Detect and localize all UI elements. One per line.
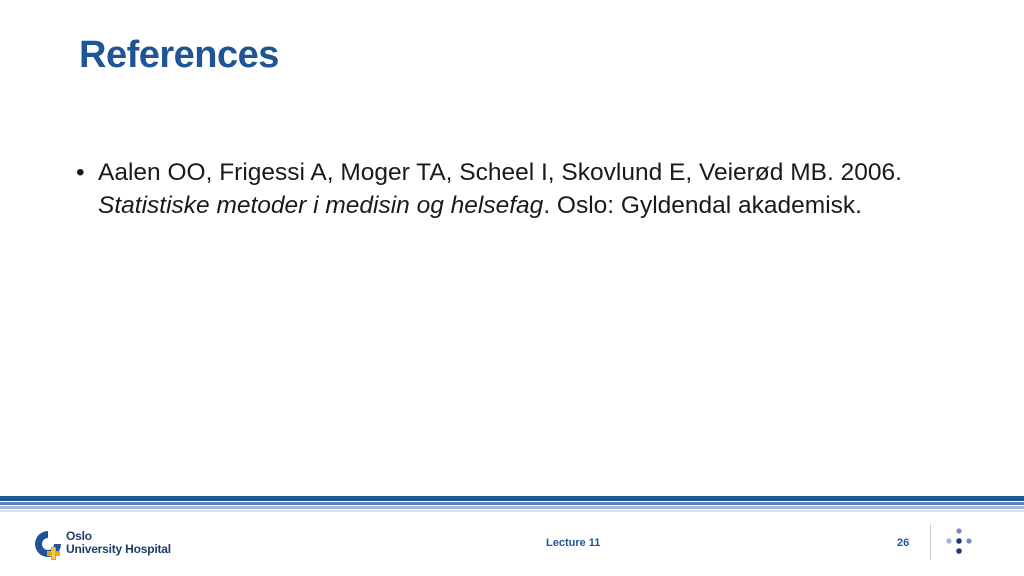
reference-book-title: Statistiske metoder i medisin og helsefag (98, 192, 544, 219)
reference-publisher: . Oslo: Gyldendal akademisk. (543, 192, 862, 219)
dots-decoration-icon (945, 528, 973, 556)
footer-divider (930, 524, 931, 560)
logo-line-2: University Hospital (66, 542, 171, 556)
reference-list (76, 156, 916, 222)
reference-authors: Aalen OO, Frigessi A, Moger TA, Scheel I, Skovlund E, Veierød MB. 2006. (98, 159, 902, 186)
bullet: • (76, 159, 85, 186)
slide-title: References (79, 34, 279, 76)
footer-lecture-label: Lecture 11 (546, 537, 601, 549)
reference-item (76, 156, 916, 222)
page-number: 26 (897, 537, 910, 549)
hospital-logo-icon (32, 528, 64, 560)
hospital-logo (32, 528, 182, 562)
logo-line-1: Oslo (66, 529, 92, 543)
footer-stripes (0, 496, 1024, 514)
